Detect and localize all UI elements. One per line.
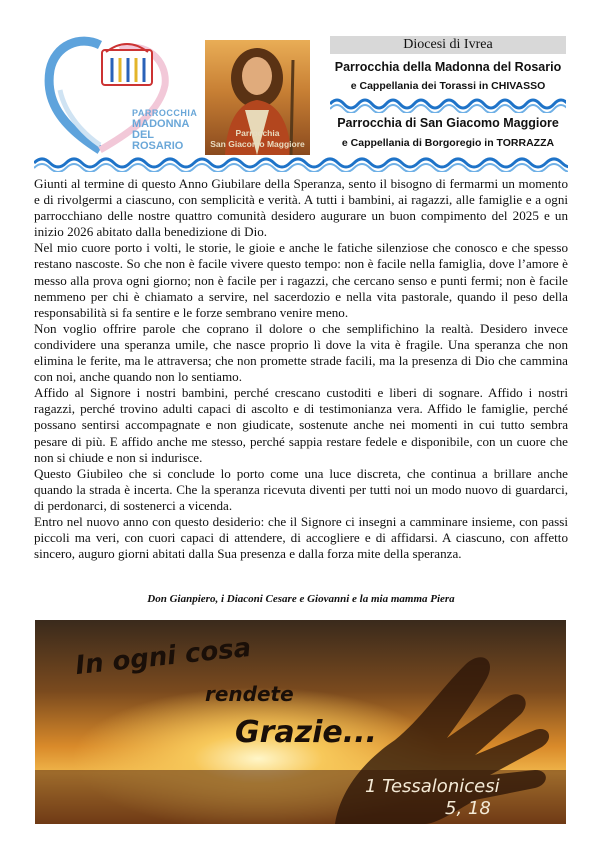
paragraph: Entro nel nuovo anno con questo desiderio: che il Signore ci insegni a camminare insieme, con passi piccoli ma veri, con cuori capaci di attendere, di accogliere e di affidarsi. A ciascuno, con affetto sincero, auguro giorni abitati dalla Sua presenza e dalla forza mite della speranza. bbox=[34, 513, 568, 562]
parish-logo bbox=[40, 30, 200, 155]
saint-portrait-image bbox=[205, 40, 310, 155]
logo-text-line4: ROSARIO bbox=[132, 140, 184, 152]
parish1-title: Parrocchia della Madonna del Rosario bbox=[334, 60, 562, 74]
logo-text-line3: DEL bbox=[132, 129, 154, 141]
paragraph: Questo Giubileo che si conclude lo porto come una luce discreta, che continua a brillare anche quando la strada è incerta. Che la speranza ricevuta diventi per tutti noi un modo nuovo di guardarci, di perdonarci, di sostenerci a vicenda. bbox=[34, 465, 568, 513]
portrait-caption-2: San Giacomo Maggiore bbox=[210, 139, 305, 149]
logo-text-line2: MADONNA bbox=[132, 118, 190, 130]
parish1-subtitle: e Cappellania dei Torassi in CHIVASSO bbox=[350, 80, 546, 92]
sunset-hand-image bbox=[35, 620, 566, 824]
image-text-line3: Grazie... bbox=[235, 715, 377, 750]
paragraph: Giunti al termine di questo Anno Giubilare della Speranza, sento il bisogno di fermarmi un momento e di rivolgermi a ciascuno, con semplicità e verità. A tutti i bambini, ai ragazzi, alle famiglie e a ogni parrocchiano delle nostre quattro comunità desidero augurare un buon compimento del 2025 e un inizio 2026 abitato dalla benedizione di Dio. bbox=[34, 176, 568, 240]
logo-text-line1: PARROCCHIA bbox=[132, 108, 198, 118]
wave-divider-full-icon bbox=[34, 154, 568, 172]
wave-divider-icon bbox=[330, 95, 566, 113]
paragraph: Non voglio offrire parole che coprano il dolore o che semplifichino la realtà. Desidero invece condividere una speranza umile, che nasce proprio lì dove la vita è fragile. Una speranza che non elimina le ferite, ma le attraversa; che non promette strade facili, ma la presenza di Dio che cammina con noi, anche quando non lo sentiamo. bbox=[34, 320, 568, 385]
image-text-line1: In ogni cosa bbox=[73, 632, 253, 682]
diocese-title: Diocesi di Ivrea bbox=[330, 36, 566, 54]
logo-text bbox=[132, 108, 197, 152]
parish2-title: Parrocchia di San Giacomo Maggiore bbox=[337, 116, 559, 130]
signature: Don Gianpiero, i Diaconi Cesare e Giovanni e la mia mamma Piera bbox=[147, 593, 455, 605]
paragraph: Nel mio cuore porto i volti, le storie, le gioie e anche le fatiche silenziose che conosco e che spesso restano nascoste. So che non è facile vivere questo tempo: non è facile nella famiglia, dove l’amore è messo alla prova ogni giorno; non è facile per i ragazzi, che cercano senso e punti fermi; non è facile nemmeno per chi è chiamato a servire, nel sacerdozio e nella vita pastorale, quando il peso della responsabilità si fa sentire e le forze sembrano venire meno. bbox=[34, 240, 568, 320]
image-ref-line2: 5, 18 bbox=[445, 798, 491, 819]
letter-body bbox=[34, 176, 568, 562]
portrait-caption-1: Parrocchia bbox=[235, 128, 280, 138]
paragraph: Affido al Signore i nostri bambini, perché crescano custoditi e liberi di sognare. Affido i nostri ragazzi, perché trovino adulti capaci di ascolto e di testimonianza vera. Affido le famiglie, perché possano sentirsi accompagnate e non giudicate, sostenute anche nei momenti in cui tutto sembra pesare di più. E affido anche me stesso, perché sappia restare fedele e disponibile, con un cuore che non si chiude e non si indurisce. bbox=[34, 385, 568, 465]
parish2-subtitle: e Cappellania di Borgoregio in TORRAZZA bbox=[341, 137, 555, 149]
image-ref-line1: 1 Tessalonicesi bbox=[365, 776, 500, 797]
image-text-line2: rendete bbox=[205, 682, 294, 706]
